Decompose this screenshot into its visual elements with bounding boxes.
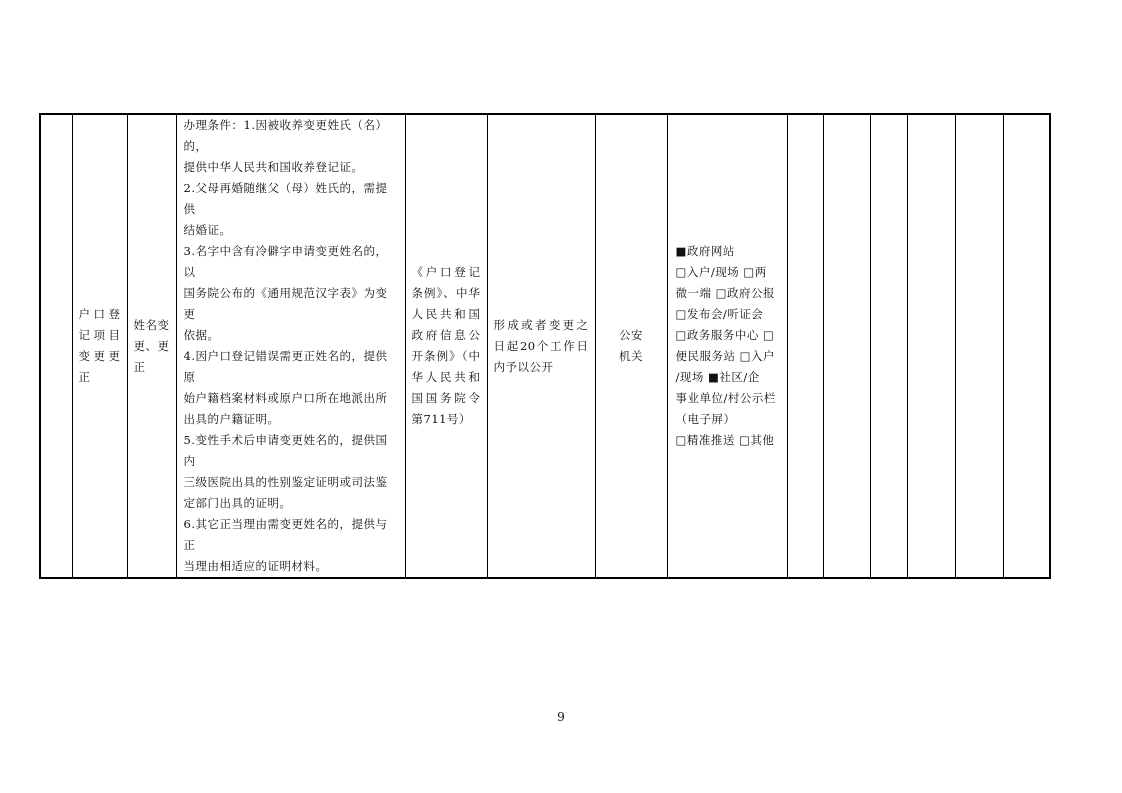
condition-line: 当理由相适应的证明材料。 (183, 559, 328, 573)
condition-line: 提供中华人民共和国收养登记证。 (183, 160, 364, 174)
empty-cell (1003, 114, 1050, 578)
channel-line: □政务服务中心 □ (675, 328, 775, 342)
channel-line: 便民服务站 □入户 (675, 349, 776, 363)
channel-line: □精准推送 □其他 (675, 433, 775, 447)
disclosure-table (39, 113, 1051, 579)
condition-line: 6.其它正当理由需变更姓名的，提供与正 (183, 517, 388, 552)
table-row (40, 114, 1050, 578)
basis-cell (405, 114, 487, 578)
subject-text: 公安机关 (619, 328, 643, 363)
sub-item-text: 姓名变更、更正 (133, 317, 170, 374)
condition-line: 依据。 (183, 328, 220, 342)
condition-line: 始户籍档案材料或原户口所在地派出所 (183, 391, 388, 405)
item-text: 户口登记项目变更更正 (78, 307, 121, 384)
condition-line: 三级医院出具的性别鉴定证明或司法鉴 (183, 475, 388, 489)
channel-line: □入户/现场 □两 (675, 265, 767, 279)
sub-item-cell (127, 114, 176, 578)
channels-cell (667, 114, 787, 578)
empty-cell (870, 114, 907, 578)
conditions-cell (176, 114, 405, 578)
condition-line: 2.父母再婚随继父（母）姓氏的，需提供 (183, 181, 388, 216)
condition-line: 结婚证。 (183, 223, 232, 237)
condition-line: 国务院公布的《通用规范汉字表》为变更 (183, 286, 388, 321)
channel-line: （电子屏） (675, 412, 736, 426)
channel-line: ■政府网站 (675, 244, 735, 258)
channel-line: /现场 ■社区/企 (675, 370, 760, 384)
empty-cell (907, 114, 955, 578)
basis-text: 《户口登记条例》、中华人民共和国政府信息公开条例》（中华人民共和国国务院令第711号） (411, 265, 481, 426)
time-limit-cell (487, 114, 595, 578)
condition-line: 3.名字中含有冷僻字申请变更姓名的，以 (183, 244, 388, 279)
condition-line: 5.变性手术后申请变更姓名的，提供国内 (183, 433, 388, 468)
condition-line: 办理条件：1.因被收养变更姓氏（名）的， (183, 118, 388, 153)
page-number: 9 (557, 710, 565, 724)
empty-cell (787, 114, 823, 578)
subject-cell (595, 114, 667, 578)
item-cell (72, 114, 127, 578)
empty-cell (955, 114, 1003, 578)
index-cell (40, 114, 72, 578)
channel-line: 事业单位/村公示栏 (675, 391, 776, 405)
condition-line: 4.因户口登记错误需更正姓名的，提供原 (183, 349, 388, 384)
time-limit-text: 形成或者变更之日起20个工作日内予以公开 (493, 317, 589, 374)
channel-line: □发布会/听证会 (675, 307, 764, 321)
condition-line: 定部门出具的证明。 (183, 496, 292, 510)
empty-cell (823, 114, 870, 578)
condition-line: 出具的户籍证明。 (183, 412, 280, 426)
channel-line: 微一端 □政府公报 (675, 286, 776, 300)
